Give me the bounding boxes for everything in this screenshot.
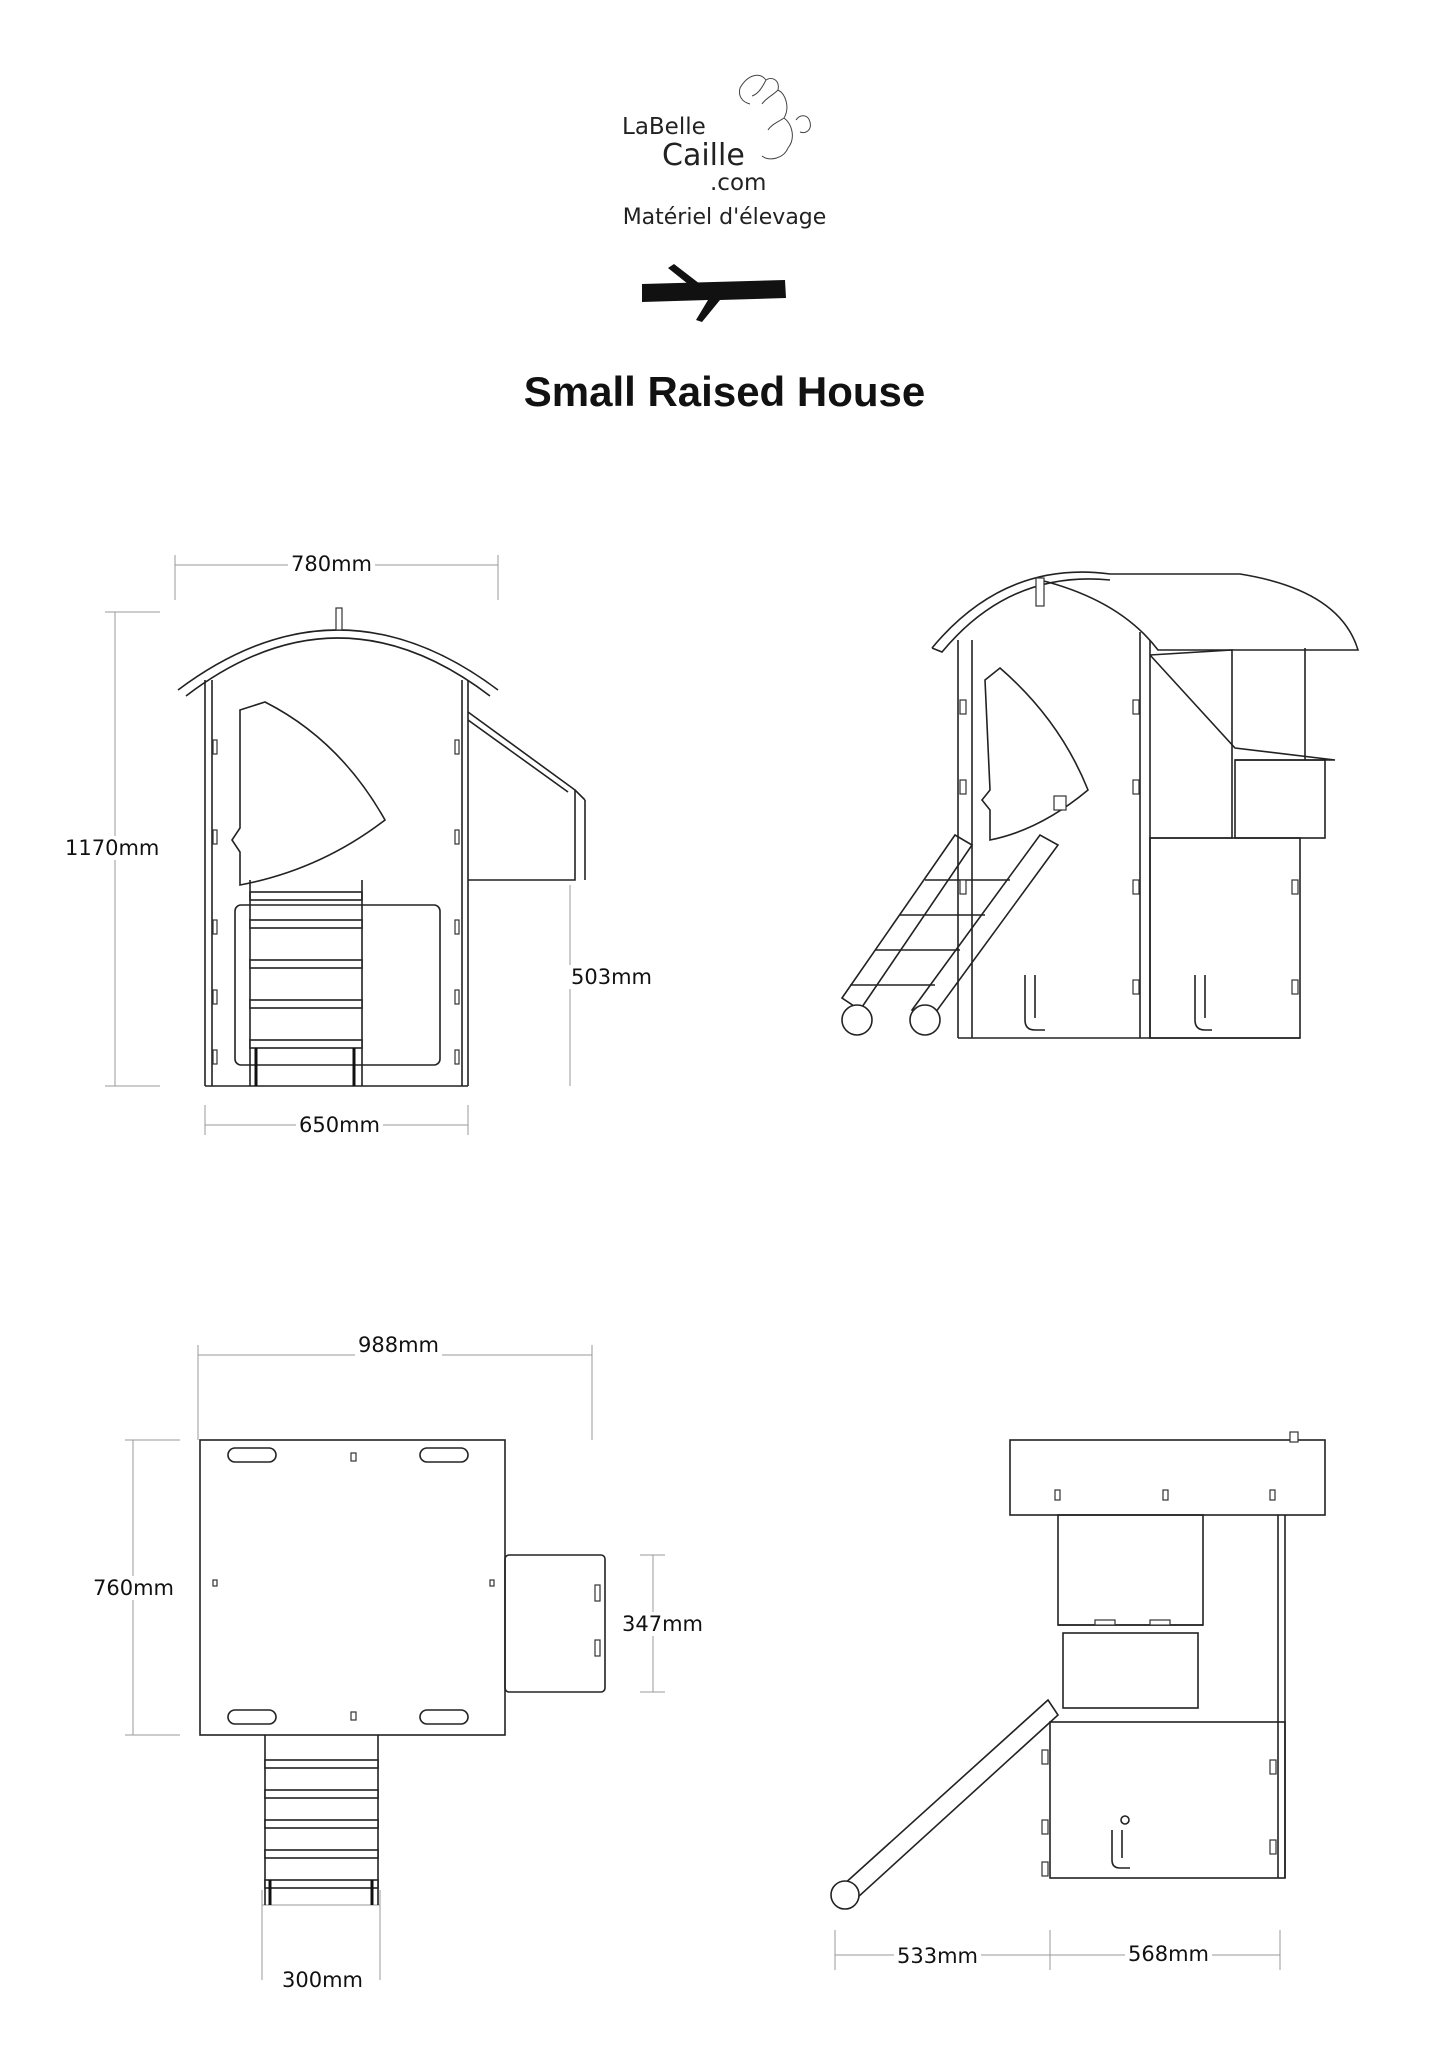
- side-view: [831, 1432, 1325, 1970]
- dimension-front-base-width: 650mm: [296, 1113, 383, 1137]
- logo-text-caille: Caille: [662, 138, 745, 173]
- dimension-top-depth: 760mm: [90, 1576, 177, 1600]
- page-title: Small Raised House: [523, 368, 926, 415]
- dimension-front-height: 1170mm: [62, 836, 162, 860]
- dimension-side-ladder-reach: 533mm: [894, 1944, 981, 1968]
- dimension-front-width-top: 780mm: [288, 552, 375, 576]
- dimension-ladder-width: 300mm: [279, 1968, 366, 1992]
- logo-text-com: .com: [710, 170, 767, 196]
- dimension-side-base: 568mm: [1125, 1942, 1212, 1966]
- logo-text-labelle: LaBelle: [622, 114, 706, 140]
- logo-tagline: Matériel d'élevage: [622, 205, 827, 230]
- perspective-view: [842, 572, 1358, 1038]
- dimension-top-ext-depth: 347mm: [619, 1612, 706, 1636]
- front-view: [105, 555, 585, 1135]
- top-view: [125, 1345, 665, 1980]
- dimension-front-step-height: 503mm: [568, 965, 655, 989]
- dimension-top-width: 988mm: [355, 1333, 442, 1357]
